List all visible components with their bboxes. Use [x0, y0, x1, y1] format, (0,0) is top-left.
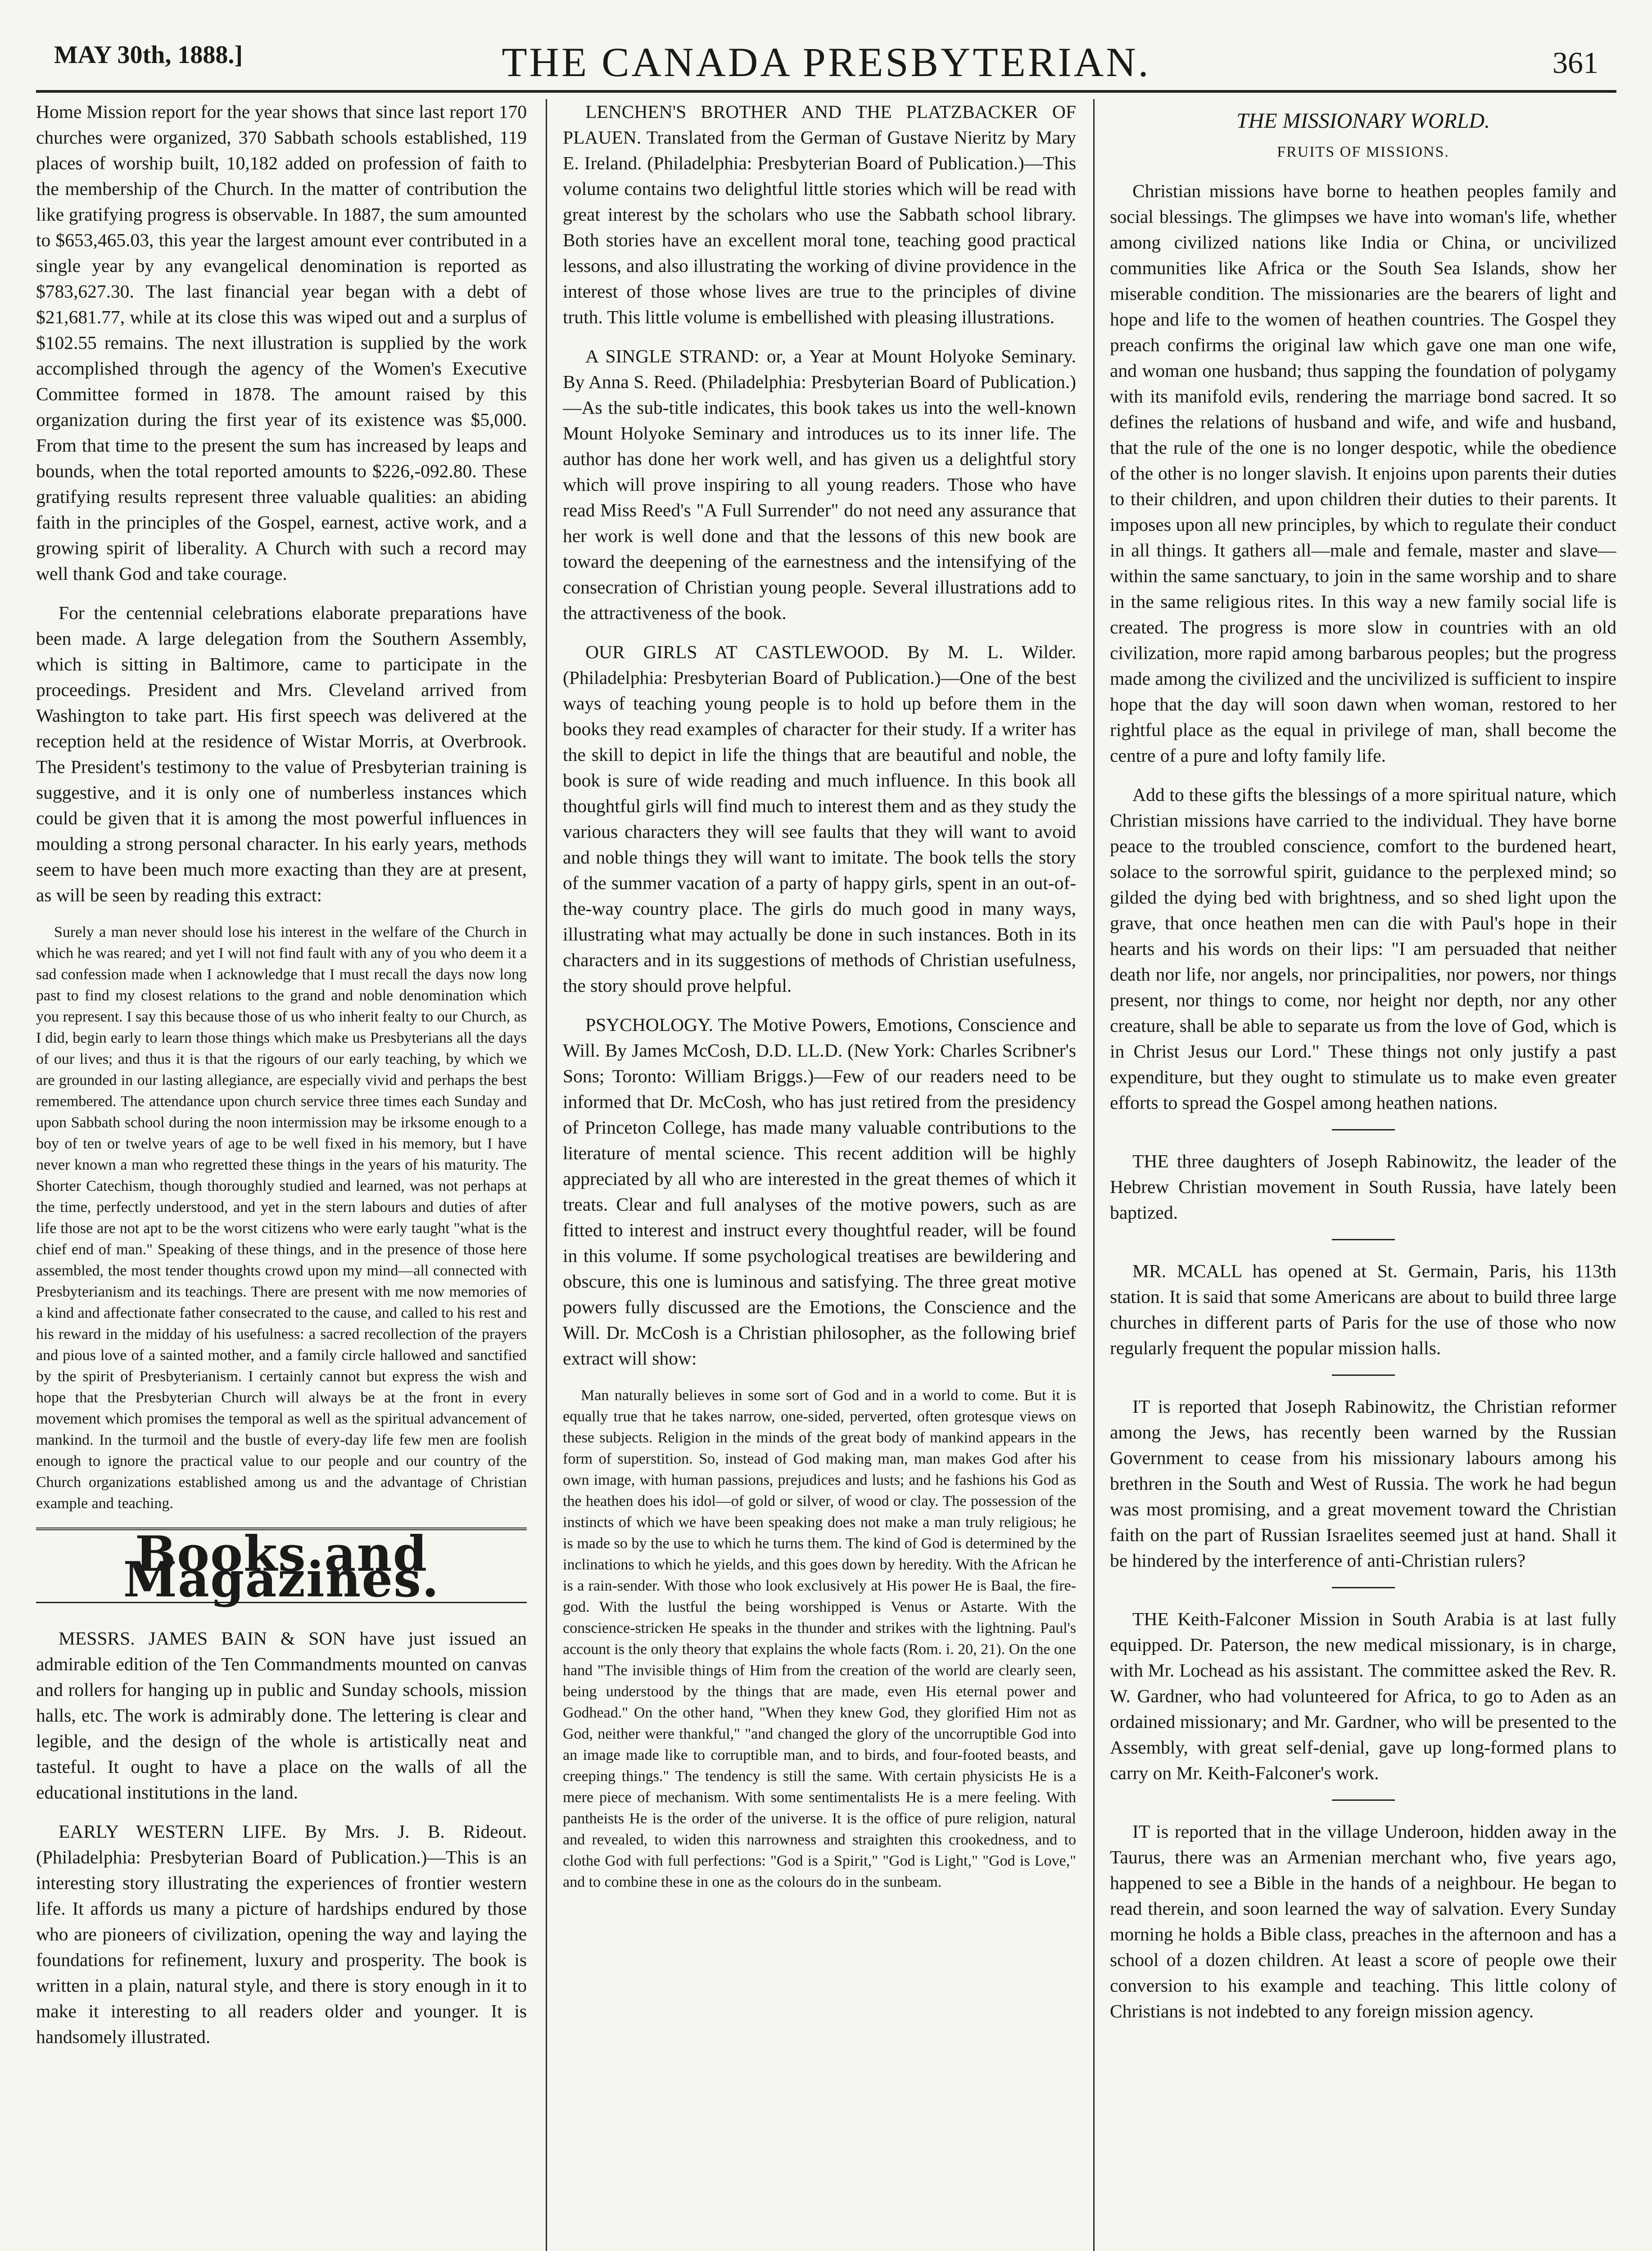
book-notice-lenchen: LENCHEN'S BROTHER AND THE PLATZBACKER OF PLAUEN. Translated from the German of Gustave Nieritz by Mary E. Ireland. (Philadelphia: Presbyterian Board of Publication.)—This volume contains two delightful little stories which will be read with great interest by the scholars who use the Sabbath school library. Both stories have an excellent moral tone, teaching good practical lessons, and also illustrating the working of divine providence in the interest of those whose lives are true to the principles of divine truth. This little volume is embellished with pleasing illustrations.: [563, 101, 1076, 327]
column-middle: [563, 99, 1076, 2251]
item-separator: [1332, 1799, 1395, 1801]
item-separator: [1332, 1587, 1395, 1588]
cleveland-quote: Surely a man never should lose his interest in the welfare of the Church in which he was reared; and yet I will not find fault with any of you who deem it a sad confession made when I acknowledge that I must recall the days now long past to find my closest relations to the grand and noble denomination which you represent. I say this because those of us who inherit fealty to our Church, as I did, begin early to learn those things which make us Presbyterians all the days of our lives; and thus it is that the rigours of our early teaching, by which we are grounded in our lasting allegiance, are especially vivid and perhaps the best remembered. The attendance upon church service three times each Sunday and upon Sabbath school during the noon intermission may be irksome enough to a boy of ten or twelve years of age to be well fixed in his memory, but I have never known a man who regretted these things in the years of his maturity. The Shorter Catechism, though thoroughly studied and learned, was not perhaps at the time, perfectly understood, and yet in the stern labours and duties of after life those are not apt to be the worst citizens who were early taught "what is the chief end of man." Speaking of these things, and in the presence of those here assembled, the most tender thoughts crowd upon my mind—all connected with Presbyterianism and its teachings. There are present with me now memories of a kind and affectionate father consecrated to the cause, and called to his rest and his reward in the midday of his usefulness: a sacred recollection of the prayers and pious love of a sainted mother, and a family circle hallowed and sanctified by the spirit of Presbyterianism. I certainly cannot but express the wish and hope that the Presbyterian Church will always be at the front in every movement which promises the temporal as well as the spiritual advancement of mankind. In the turmoil and the bustle of every-day life few men are foolish enough to ignore the practical value to our people and our country of the Church organizations established among us and the advantage of Christian example and teaching.: [36, 924, 527, 1512]
book-notice-psychology: PSYCHOLOGY. The Motive Powers, Emotions, Conscience and Will. By James McCosh, D.D. LL.D. (New York: Charles Scribner's Sons; Toronto: William Briggs.)—Few of our readers need to be informed that Dr. McCosh, who has just retired from the presidency of Princeton College, has made many valuable contributions to the literature of mental science. This recent addition will be highly appreciated by all who are interested in the great themes of which it treats. Clear and full analyses of the motive powers, such as are fitted to interest and instruct every thoughtful reader, will be found in this volume. If some psychological treatises are bewildering and obscure, this one is luminous and satisfying. The three great motive powers fully discussed are the Emotions, the Conscience and the Will. Dr. McCosh is a Christian philosopher, as the following brief extract will show:: [563, 1014, 1076, 1369]
news-item-mcall: MR. MCALL has opened at St. Germain, Paris, his 113th station. It is said that some Americans are about to build three large churches in different parts of Paris for the use of those who now regularly frequent the popular mission halls.: [1110, 1261, 1616, 1358]
item-separator: [1332, 1239, 1395, 1240]
fruits-of-missions-subheading: FRUITS OF MISSIONS.: [1277, 144, 1449, 160]
news-item-rabinowitz-warning: IT is reported that Joseph Rabinowitz, the Christian reformer among the Jews, has recently been warned by the Russian Government to cease from his missionary labours among his brethren in the South and West of Russia. The work he had begun was most promising, and a great movement toward the Christian faith on the part of Russian Israelites seemed just at hand. Shall it be hindered by the interference of anti-Christian rulers?: [1110, 1396, 1616, 1571]
column-left: [36, 99, 531, 2251]
missions-paragraph-1: Christian missions have borne to heathen peoples family and social blessings. The glimpses we have into woman's life, whether among civilized nations like India or China, or uncivilized communities like Africa or the South Sea Islands, show her miserable condition. The missionaries are the bearers of light and hope and life to the women of heathen countries. The Gospel they preach confirms the original law which gave one man one wife, and woman one husband; thus sapping the foundation of polygamy with its manifold evils, rendering the marriage bond sacred. It so defines the relations of husband and wife, and wife and husband, that the rule of the one is no longer despotic, while the obedience of the other is no longer slavish. It enjoins upon parents their duties to their children, and upon children their duties to their parents. It imposes upon all new principles, by which to regulate their conduct in all things. It gathers all—male and female, master and slave—within the same sanctuary, to join in the same worship and to share in the same religious rites. In this way a new family social life is created. The progress is more slow in countries with an old civilization, more rapid among barbarous peoples; but the progress made among the civilized and the uncivilized is sufficient to inspire hope that the day will soon dawn when woman, restored to her rightful place as the equal in privilege of man, shall become the centre of a pure and lofty family life.: [1110, 181, 1616, 766]
news-item-rabinowitz-daughters: THE three daughters of Joseph Rabinowitz, the leader of the Hebrew Christian movement in South Russia, have lately been baptized.: [1110, 1151, 1616, 1223]
book-notice-single-strand: A SINGLE STRAND: or, a Year at Mount Holyoke Seminary. By Anna S. Reed. (Philadelphia: Presbyterian Board of Publication.)—As the sub-title indicates, this book takes us into the well-known Mount Holyoke Seminary and introduces us to its inner life. The author has done her work well, and has given us a delightful story which will prove inspiring to all young readers. Those who have read Miss Reed's "A Full Surrender" do not need any assurance that her work is well done and that the lessons of this new book are toward the deepening of the earnestness and the intensifying of the consecration of Christian young people. Several illustrations add to the attractiveness of the book.: [563, 346, 1076, 623]
issue-date: MAY 30th, 1888.]: [54, 41, 243, 69]
book-notice-early-western-life: EARLY WESTERN LIFE. By Mrs. J. B. Rideout. (Philadelphia: Presbyterian Board of Publication.)—This is an interesting story illustrating the experiences of frontier western life. It affords us many a picture of hardships endured by those who are pioneers of civilization, opening the way and laying the foundations for refinement, luxury and prosperity. The book is written in a plain, natural style, and there is story enough in it to make it interesting to all readers older and younger. It is handsomely illustrated.: [36, 1821, 527, 2047]
column-divider: [546, 99, 547, 2251]
centennial-paragraph: For the centennial celebrations elaborate preparations have been made. A large delegation from the Southern Assembly, which is sitting in Baltimore, came to participate in the proceedings. President and Mrs. Cleveland arrived from Washington to take part. His first speech was delivered at the reception held at the residence of Wistar Morris, at Overbrook. The President's testimony to the value of Presbyterian training is suggestive, and it is only one of numberless instances which could be given that it is among the most powerful influences in moulding a strong personal character. In his early years, methods seem to have been much more exacting than they are at present, as will be seen by reading this extract:: [36, 602, 527, 905]
home-mission-paragraph: Home Mission report for the year shows that since last report 170 churches were organized, 370 Sabbath schools established, 119 places of worship built, 10,182 added on profession of faith to the membership of the Church. In the matter of contribution the like gratifying progress is observable. In 1887, the sum amounted to $653,465.03, this year the largest amount ever contributed in a single year by any evangelical denomination is reported as $783,627.30. The last financial year began with a debt of $21,681.77, while at its close this was wiped out and a surplus of $102.55 remains. The next illustration is supplied by the work accomplished through the agency of the Women's Executive Committee formed in 1878. The amount raised by this organization during the first year of its existence was $5,000. From that time to the present the sum has increased by leaps and bounds, when the total reported amounts to $226,-092.80. These gratifying results represent three valuable qualities: an abiding faith in the principles of the Gospel, earnest, active work, and a growing spirit of liberality. A Church with such a record may well thank God and take courage.: [36, 101, 527, 584]
missions-paragraph-2: Add to these gifts the blessings of a more spiritual nature, which Christian missions have carried to the individual. They have borne peace to the troubled conscience, comfort to the burdened heart, solace to the sorrowful spirit, guidance to the perplexed mind; so gilded the dying bed with brightness, and so shed light upon the grave, that once heathen men can die with Paul's hope in their hearts and his words on their lips: "I am persuaded that neither death nor life, nor angels, nor principalities, nor powers, nor things present, nor things to come, nor height nor depth, nor any other creature, shall be able to separate us from the love of God, which is in Christ Jesus our Lord." These things not only justify a past expenditure, but they ought to stimulate us to make even greater efforts to spread the Gospel among heathen nations.: [1110, 784, 1616, 1113]
news-item-underoon: IT is reported that in the village Underoon, hidden away in the Taurus, there was an Armenian merchant who, five years ago, happened to see a Bible in the hands of a neighbour. He began to read therein, and soon learned the way of salvation. Every Sunday morning he holds a Bible class, preaches in the afternoon and has a school of a dozen children. At least a score of people owe their conversion to his example and teaching. This little colony of Christians is not indebted to any foreign mission agency.: [1110, 1821, 1616, 2021]
newspaper-title: THE CANADA PRESBYTERIAN.: [502, 39, 1151, 85]
book-notice-castlewood: OUR GIRLS AT CASTLEWOOD. By M. L. Wilder. (Philadelphia: Presbyterian Board of Publication.)—One of the best ways of teaching young people is to hold up before them in the books they read examples of character for their study. If a writer has the skill to depict in life the things that are beautiful and noble, the book is sure of wide reading and much influence. In this book all thoughtful girls will find much to interest them and as they study the various characters they will see faults that they will want to avoid and noble things they will want to imitate. The book tells the story of the summer vacation of a party of happy girls, spent in an out-of-the-way country place. The girls do much good in many ways, illustrating what may actually be done in such instances. Both in its characters and in its suggestions of methods of Christian usefulness, the story should prove helpful.: [563, 642, 1076, 996]
mccosh-extract: Man naturally believes in some sort of God and in a world to come. But it is equally true that he takes narrow, one-sided, perverted, often grotesque views on these subjects. Religion in the minds of the great body of mankind appears in the form of superstition. So, instead of God making man, man makes God after his own image, with human passions, prejudices and lusts; and he fashions his God as the heathen does his idol—of gold or silver, of wood or clay. The possession of the instincts of which we have been speaking does not make a man truly religious; he is made so by the use to which he turns them. The kind of God is determined by the inclinations to which he yields, and this goes down by heredity. With the African he is a rain-sender. With those who look exclusively at His power He is Baal, the fire-god. With the lustful the being worshipped is Venus or Astarte. With the conscience-stricken He speaks in the thunder and strikes with the lightning. Paul's account is the only theory that explains the whole facts (Rom. i. 20, 21). On the one hand "The invisible things of Him from the creation of the world are clearly seen, being understood by the things that are made, even His eternal power and Godhead." On the other hand, "When they knew God, they glorified Him not as God, neither were thankful," "and changed the glory of the uncorruptible God into an image made like to corruptible man, and to birds, and four-footed beasts, and creeping things." The tendency is still the same. With certain physicists He is a mere piece of mechanism. With some sentimentalists He is a mere feeling. With pantheists He is the order of the universe. It is the office of pure religion, natural and revealed, to widen this narrowness and straighten this crookedness, and to clothe God with full perfections: "God is a Spirit," "God is Light," "God is Love," and to combine these in one as the colours do in the sunbeam.: [563, 1387, 1076, 1890]
item-separator: [1332, 1129, 1395, 1130]
column-divider: [1093, 99, 1095, 2251]
section-title-books: Books and Magazines.: [36, 1528, 527, 1603]
book-notice-ten-commandments: MESSRS. JAMES BAIN & SON have just issued an admirable edition of the Ten Commandments mounted on canvas and rollers for hanging up in public and Sunday schools, mission halls, etc. The work is admirably done. The lettering is clear and legible, and the design of the whole is artistically neat and tasteful. It ought to have a place on the walls of all the educational institutions in the land.: [36, 1628, 527, 1803]
news-item-keith-falconer: THE Keith-Falconer Mission in South Arabia is at last fully equipped. Dr. Paterson, the new medical missionary, is in charge, with Mr. Lochead as his assistant. The committee asked the Rev. R. W. Gardner, who had volunteered for Africa, to go to Aden as an ordained missionary; and Mr. Gardner, who will be presented to the Assembly, with great self-denial, gave up long-formed plans to carry on Mr. Keith-Falconer's work.: [1110, 1609, 1616, 1783]
item-separator: [1332, 1374, 1395, 1376]
masthead: [36, 14, 1616, 93]
missionary-world-heading: THE MISSIONARY WORLD.: [1236, 109, 1490, 133]
page-number: 361: [1552, 45, 1598, 80]
column-right: [1110, 99, 1616, 2251]
